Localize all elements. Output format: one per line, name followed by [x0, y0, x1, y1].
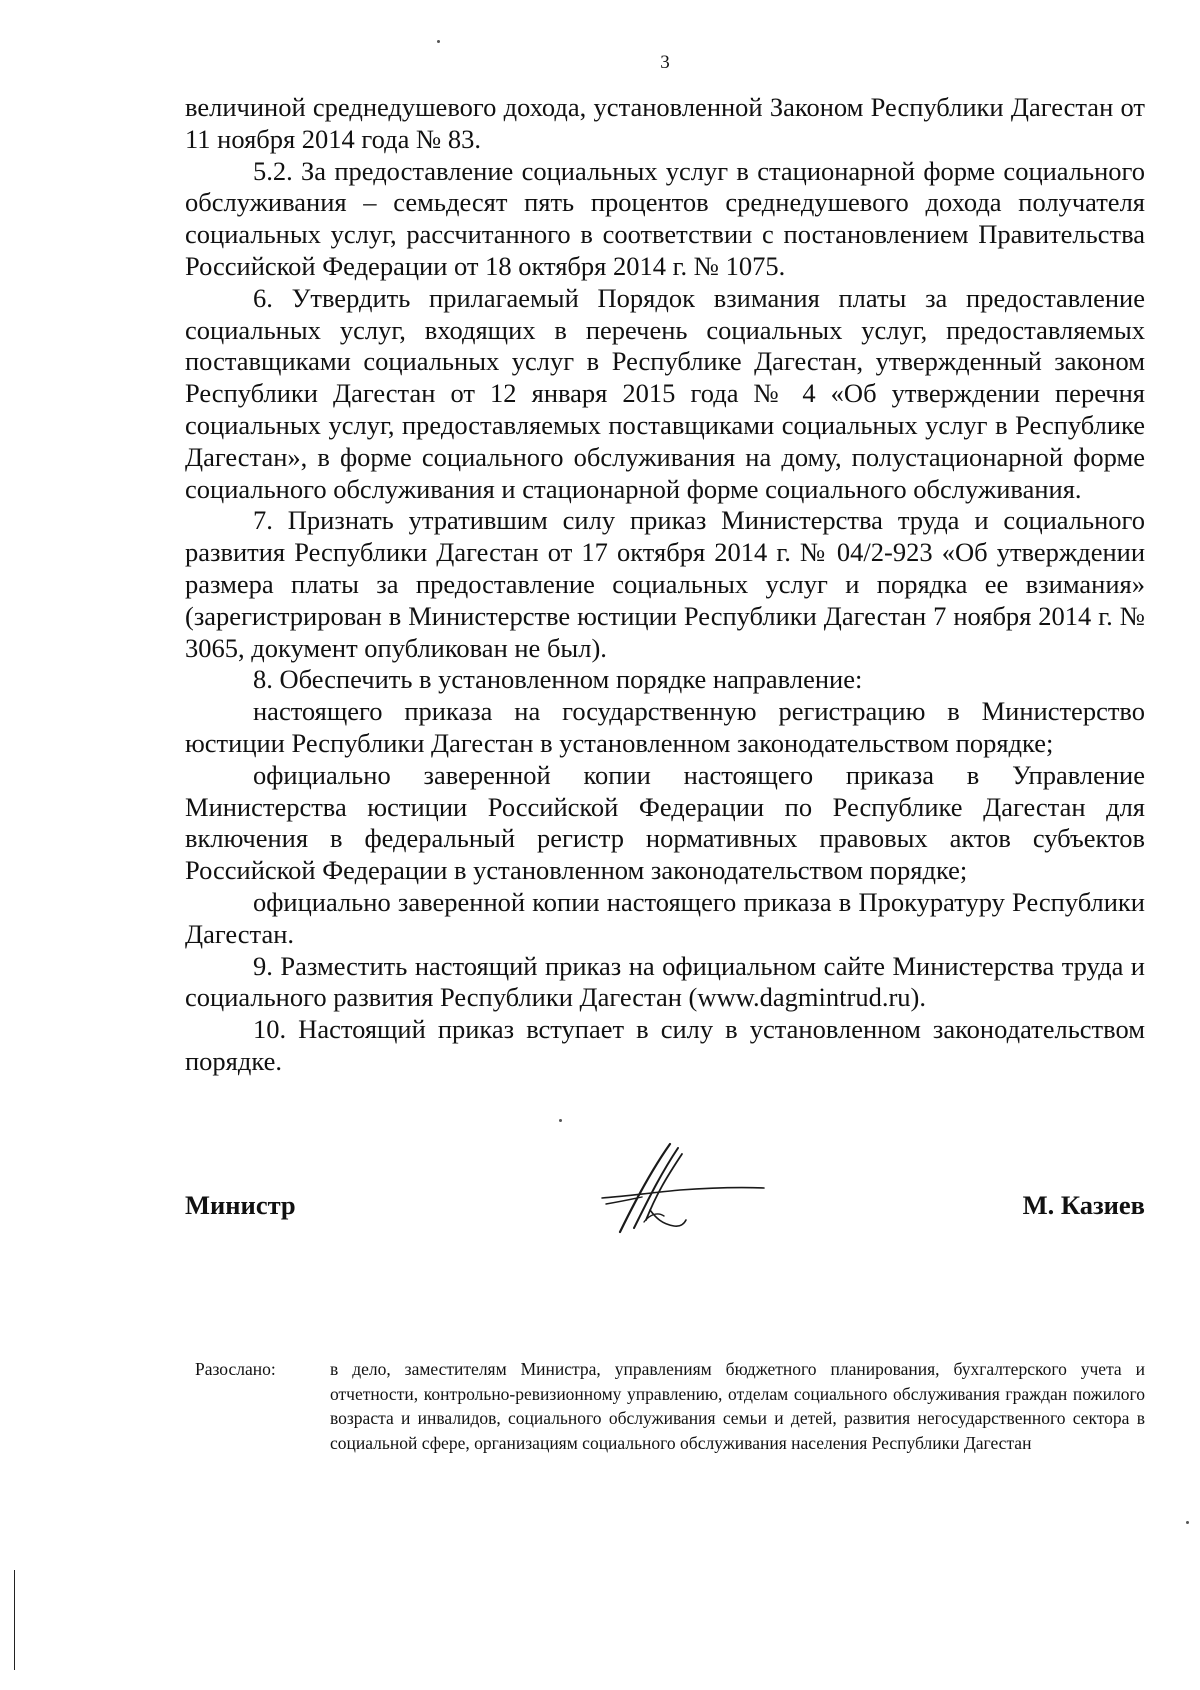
paragraph-8-item-2: официально заверенной копии настоящего приказа в Управление Министерства юстиции Российской Федерации по Республике Дагестан для включения в федеральный регистр нормативных правовых актов субъектов Российской Федерации в установленном законодательством порядке; — [185, 759, 1145, 886]
scan-speck — [1186, 1521, 1189, 1524]
paragraph-10: 10. Настоящий приказ вступает в силу в установленном законодательством порядке. — [185, 1014, 1145, 1076]
paragraph-8-item-3: официально заверенной копии настоящего приказа в Прокуратуру Республики Дагестан. — [185, 886, 1145, 949]
paragraph-7: 7. Признать утратившим силу приказ Министерства труда и социального развития Республики Дагестан от 17 октября 2014 г. № 04/2-923 «Об утверждении размера платы за предоставление социальных услуг и порядка ее взимания» (зарегистрирован в Министерстве юстиции Республики Дагестан 7 ноября 2014 г. № 3065, документ опубликован не был). — [185, 505, 1145, 663]
scan-margin-line — [14, 1570, 15, 1670]
paragraph-8: 8. Обеспечить в установленном порядке направление: — [253, 664, 863, 695]
distribution-text: в дело, заместителям Министра, управлениям бюджетного планирования, бухгалтерского учета и отчетности, контрольно-ревизионному управлению, отделам социального обслуживания граждан пожилого возраста и инвалидов, социального обслуживания семьи и детей, развития негосударственного сектора в социальной сфере, организациям социального обслуживания населения Республики Дагестан — [330, 1359, 1145, 1453]
paragraph-continuation: величиной среднедушевого дохода, установленной Законом Республики Дагестан от 11 ноября 2014 года № 83. — [185, 92, 1145, 154]
signatory-title: Министр — [185, 1190, 296, 1220]
page-number: 3 — [660, 52, 670, 73]
handwritten-signature — [598, 1140, 768, 1235]
paragraph-9: 9. Разместить настоящий приказ на официальном сайте Министерства труда и социального развития Республики Дагестан (www.dagmintrud.ru). — [185, 950, 1145, 1013]
paragraph-5-2: 5.2. За предоставление социальных услуг в стационарной форме социального обслуживания – семьдесят пять процентов среднедушевого дохода получателя социальных услуг, рассчитанного в соответствии с постановлением Правительства Российской Федерации от 18 октября 2014 г. № 1075. — [185, 155, 1145, 281]
signatory-name: М. Казиев — [1022, 1190, 1145, 1220]
paragraph-8-item-1: настоящего приказа на государственную регистрацию в Министерство юстиции Республики Дагестан в установленном законодательством порядке; — [185, 696, 1145, 758]
scan-speck — [559, 1119, 562, 1122]
paragraph-6: 6. Утвердить прилагаемый Порядок взимания платы за предоставление социальных услуг, входящих в перечень социальных услуг, предоставляемых поставщиками социальных услуг в Республике Дагестан, утвержденный законом Республики Дагестан от 12 января 2015 года № 4 «Об утверждении перечня социальных услуг, предоставляемых поставщиками социальных услуг в Республике Дагестан», в форме социального обслуживания на дому, полустационарной форме социального обслуживания и стационарной форме социального обслуживания. — [185, 282, 1145, 504]
distribution-label: Разослано: — [195, 1359, 276, 1379]
scan-speck — [437, 40, 440, 43]
document-body — [185, 92, 1145, 1078]
